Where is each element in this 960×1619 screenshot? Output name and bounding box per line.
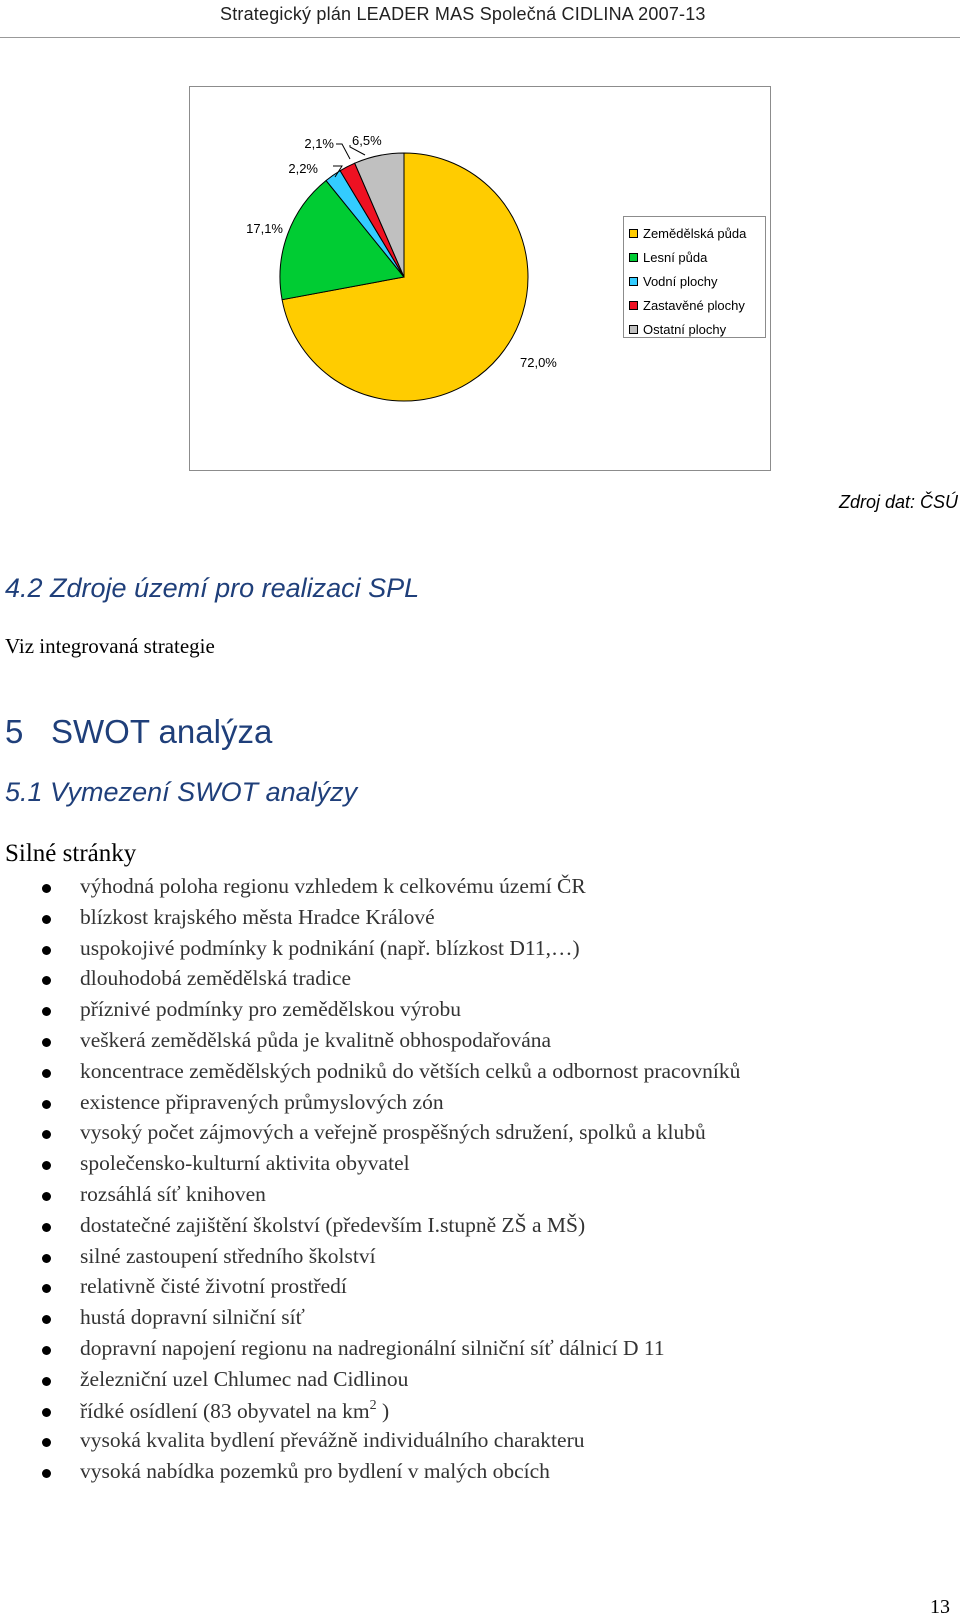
section-4-2-heading: 4.2 Zdroje území pro realizaci SPL [5,573,420,603]
data-label: 2,2% [288,161,318,176]
legend-swatch [629,301,638,310]
bullet-icon [42,1408,51,1417]
list-item-text: rozsáhlá síť knihoven [80,1181,266,1206]
list-item-suffix: ) [376,1398,390,1423]
section-5-title: SWOT analýza [51,713,273,750]
legend-swatch [629,325,638,334]
legend-label: Zastavěné plochy [643,297,745,313]
list-item-text: existence připravených průmyslových zón [80,1089,444,1114]
bullet-icon [42,1315,51,1324]
legend-item [629,293,765,317]
data-label: 6,5% [352,133,382,148]
list-item-text: společensko-kulturní aktivita obyvatel [80,1151,410,1176]
data-label: 2,1% [304,136,334,151]
bullet-icon [42,1130,51,1139]
list-item-text: veškerá zemědělská půda je kvalitně obhospodařována [80,1027,552,1052]
legend-item [629,269,765,293]
list-item-text: dopravní napojení regionu na nadregionální silniční síť dálnicí D 11 [80,1335,665,1360]
list-item-text: dostatečné zajištění školství (především I.stupně ZŠ a MŠ) [80,1212,586,1237]
chart-legend [623,216,766,338]
section-5-heading [5,713,272,751]
legend-swatch [629,229,638,238]
page-number: 13 [930,1596,950,1618]
bullet-icon [42,1038,51,1047]
bullet-icon [42,1254,51,1263]
bullet-icon [42,1377,51,1386]
legend-item [629,221,765,245]
list-item-text: příznivé podmínky pro zemědělskou výrobu [80,997,461,1022]
legend-swatch [629,253,638,262]
bullet-icon [42,1438,51,1447]
list-item-text: silné zastoupení středního školství [80,1243,376,1268]
superscript: 2 [369,1397,377,1413]
list-item-text: vysoká kvalita bydlení převážně individuálního charakteru [80,1428,585,1453]
data-label: 72,0% [520,355,557,370]
list-item-text: uspokojivé podmínky k podnikání (např. blízkost D11,…) [80,935,580,960]
bullet-icon [42,1469,51,1478]
list-item-text: dlouhodobá zemědělská tradice [80,966,352,991]
bullet-icon [42,1346,51,1355]
legend-label: Lesní půda [643,249,708,265]
legend-item [629,317,765,341]
list-item-text: železniční uzel Chlumec nad Cidlinou [80,1366,409,1391]
section-5-number: 5 [5,713,24,750]
bullet-icon [42,915,51,924]
strengths-heading: Silné stránky [5,840,137,867]
page-header [0,0,960,38]
bullet-icon [42,1069,51,1078]
data-source: Zdroj dat: ČSÚ [838,492,958,512]
list-item-text: koncentrace zemědělských podniků do větších celků a odbornost pracovníků [80,1058,741,1083]
bullet-icon [42,1284,51,1293]
list-item-text: řídké osídlení (83 obyvatel na km [80,1398,370,1423]
list-item-text: výhodná poloha regionu vzhledem k celkovému území ČR [80,874,586,898]
list-item-text: vysoký počet zájmových a veřejně prospěšných sdružení, spolků a klubů [80,1120,706,1145]
legend-label: Vodní plochy [643,273,718,289]
bullet-icon [42,884,51,893]
header-title: Strategický plán LEADER MAS Společná CIDLINA 2007-13 [220,4,706,24]
bullet-icon [42,1223,51,1232]
bullet-icon [42,976,51,985]
section-5-1-heading: 5.1 Vymezení SWOT analýzy [5,777,358,807]
list-item-text: hustá dopravní silniční síť [80,1305,305,1330]
section-4-2-text: Viz integrovaná strategie [5,634,215,658]
leader-line [336,144,350,159]
bullet-icon [42,1100,51,1109]
legend-label: Ostatní plochy [643,321,727,337]
legend-swatch [629,277,638,286]
bullet-icon [42,1007,51,1016]
data-label: 17,1% [246,221,283,236]
bullet-icon [42,946,51,955]
legend-label: Zemědělská půda [643,225,747,241]
list-item-text: relativně čisté životní prostředí [80,1274,347,1299]
bullet-icon [42,1161,51,1170]
bullet-icon [42,1192,51,1201]
list-item-text: blízkost krajského města Hradce Králové [80,904,435,929]
header-divider [0,37,960,38]
list-item-text: vysoká nabídka pozemků pro bydlení v malých obcích [80,1459,550,1484]
legend-item [629,245,765,269]
